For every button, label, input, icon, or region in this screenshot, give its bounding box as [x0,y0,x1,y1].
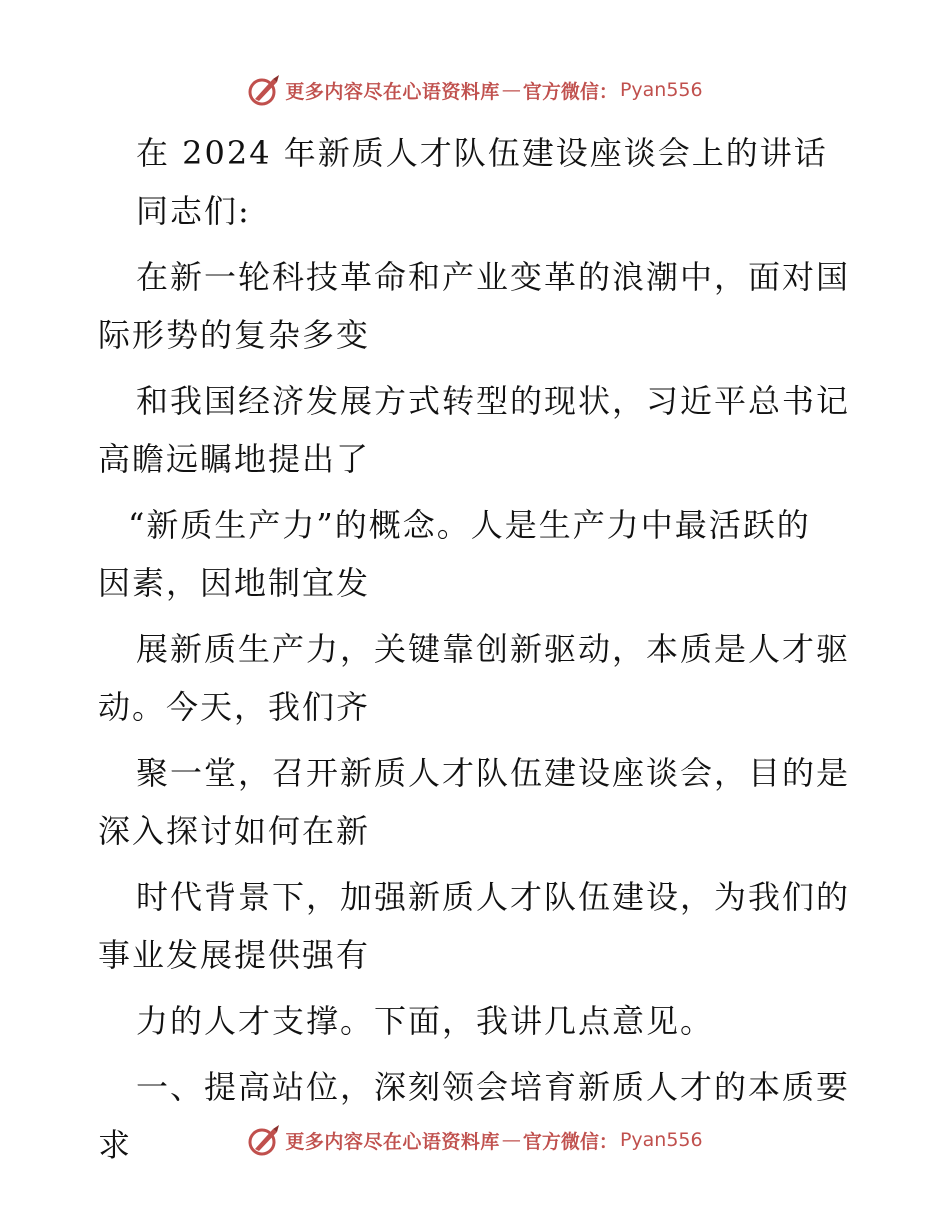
watermark-separator: — [501,1129,521,1151]
text-line: 求 [98,1126,133,1164]
document-title: 在 2024 年新质人才队伍建设座谈会上的讲话 [136,134,828,172]
text-line: 时代背景下，加强新质人才队伍建设，为我们的 [136,878,851,916]
watermark-label: 官方微信： [522,1130,618,1153]
text-line: 力的人才支撑。下面，我讲几点意见。 [136,1002,715,1040]
quill-logo-icon [247,73,281,107]
text-line: 深入探讨如何在新 [98,812,371,850]
watermark-banner-top [0,70,950,110]
text-line: 展新质生产力，关键靠创新驱动，本质是人才驱 [136,630,851,668]
text-line: 在新一轮科技革命和产业变革的浪潮中，面对国 [136,258,851,296]
text-line: 和我国经济发展方式转型的现状，习近平总书记 [136,382,851,420]
text-line: 事业发展提供强有 [98,936,371,974]
text-line: 际形势的复杂多变 [98,316,371,354]
text-line: 动。今天，我们齐 [98,688,371,726]
salutation: 同志们: [136,192,251,230]
watermark-separator: — [501,79,521,101]
quill-logo-icon [247,1123,281,1157]
text-line: 聚一堂，召开新质人才队伍建设座谈会，目的是 [136,754,851,792]
watermark-label: 官方微信： [522,80,618,103]
document-body [98,124,858,1174]
watermark-id: Pyan556 [619,1129,703,1151]
section-heading: 一、提高站位，深刻领会培育新质人才的本质要 [136,1068,851,1106]
text-line: 高瞻远瞩地提出了 [98,440,371,478]
text-line: “新质生产力”的概念。人是生产力中最活跃的 [128,506,811,544]
watermark-id: Pyan556 [619,79,703,101]
watermark-text: 更多内容尽在心语资料库 [285,1130,500,1153]
watermark-text: 更多内容尽在心语资料库 [285,80,500,103]
watermark-banner-bottom [0,1120,950,1160]
text-line: 因素，因地制宜发 [98,564,371,602]
